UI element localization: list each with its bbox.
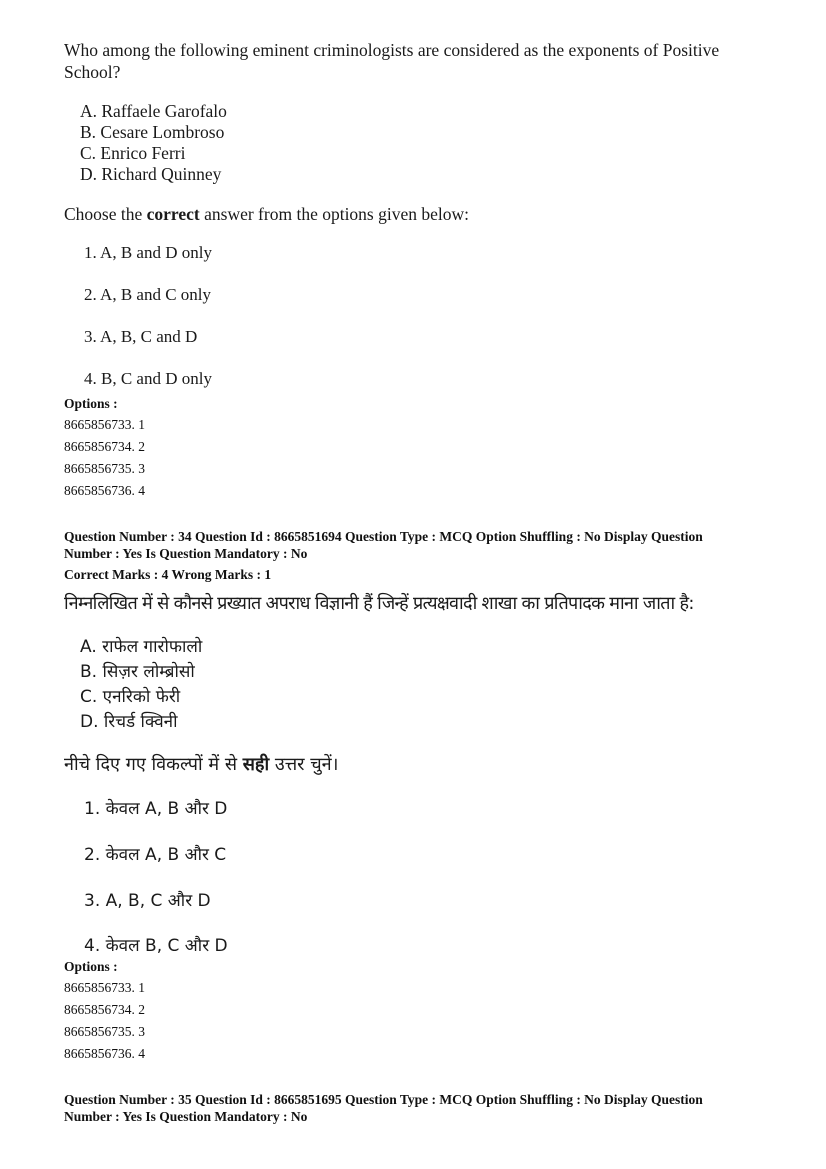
list-item: C. Enrico Ferri: [80, 143, 186, 163]
list-item: B. सिज़र लोम्ब्रोसो: [80, 662, 195, 682]
answer-choice: 2. A, B and C only: [84, 285, 212, 304]
question-meta-line: Question Number : 34 Question Id : 8665851694 Question Type : MCQ Option Shuffling : No Display Question: [64, 529, 703, 544]
answer-choice: 1. केवल A, B और D: [84, 799, 228, 819]
instruction-suffix: answer from the options given below:: [199, 204, 470, 224]
list-item: A. Raffaele Garofalo: [80, 101, 227, 121]
options-label: Options :: [64, 396, 118, 411]
answer-choice: 3. A, B, C और D: [84, 891, 211, 911]
list-item: A. राफेल गारोफालो: [80, 637, 203, 657]
instruction-suffix: उत्तर चुनें।: [269, 754, 339, 775]
question-meta-line: Correct Marks : 4 Wrong Marks : 1: [64, 567, 272, 582]
answer-choice: 4. B, C and D only: [84, 369, 212, 388]
answer-choice: 2. केवल A, B और C: [84, 845, 227, 865]
option-id: 8665856734. 2: [64, 439, 145, 454]
list-item: C. एनरिको फेरी: [80, 687, 181, 707]
question-meta-line: Number : Yes Is Question Mandatory : No: [64, 1109, 308, 1124]
list-item: D. Richard Quinney: [80, 164, 222, 184]
instruction-prefix: Choose the: [64, 204, 147, 224]
option-id: 8665856735. 3: [64, 1024, 145, 1039]
options-label: Options :: [64, 959, 118, 974]
question-text-hindi: निम्नलिखित में से कौनसे प्रख्यात अपराध विज्ञानी हैं जिन्हें प्रत्यक्षवादी शाखा का प्रतिपादक माना जाता है:: [64, 593, 694, 614]
instruction-bold: correct: [146, 204, 200, 224]
question-meta-line: Number : Yes Is Question Mandatory : No: [64, 546, 308, 561]
option-id: 8665856734. 2: [64, 1002, 145, 1017]
option-id: 8665856736. 4: [64, 1046, 145, 1061]
instruction-prefix: नीचे दिए गए विकल्पों में से: [64, 754, 243, 775]
option-id: 8665856736. 4: [64, 483, 145, 498]
question-text-line: Who among the following eminent criminologists are considered as the exponents of Positive: [64, 40, 720, 60]
instruction-text: [64, 203, 469, 225]
instruction-text-hindi: [64, 752, 338, 776]
option-id: 8665856735. 3: [64, 461, 145, 476]
answer-choice: 1. A, B and D only: [84, 243, 212, 262]
question-meta-line: Question Number : 35 Question Id : 8665851695 Question Type : MCQ Option Shuffling : No Display Question: [64, 1092, 703, 1107]
answer-choice: 3. A, B, C and D: [84, 327, 198, 346]
option-id: 8665856733. 1: [64, 417, 145, 432]
list-item: B. Cesare Lombroso: [80, 122, 225, 142]
list-item: D. रिचर्ड क्विनी: [80, 712, 178, 732]
option-id: 8665856733. 1: [64, 980, 145, 995]
question-text-line: School?: [64, 62, 121, 82]
answer-choice: 4. केवल B, C और D: [84, 936, 228, 956]
instruction-bold: सही: [242, 754, 270, 775]
